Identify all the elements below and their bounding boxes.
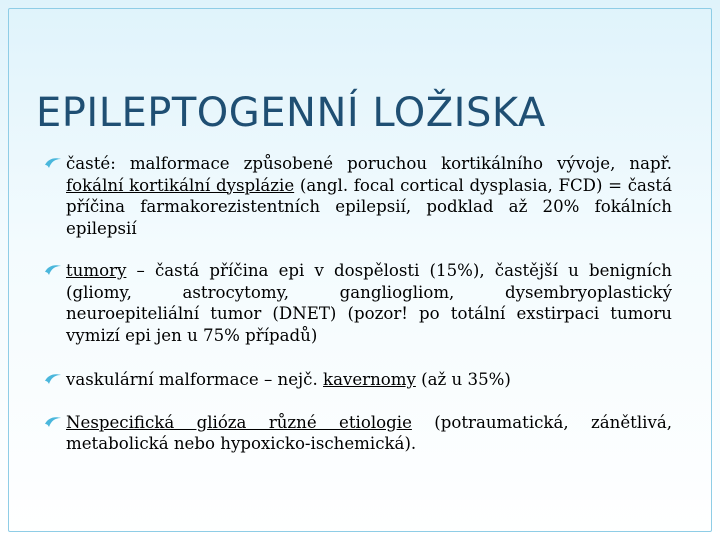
swoosh-bullet-icon bbox=[44, 153, 62, 170]
bullet-text: – častá příčina epi v dospělosti (15%), častější u benigních (gliomy, astrocytomy, gangliogliom, dysembryoplastický neuroepiteliální tumor (DNET) (pozor! po totální exstirpaci tumoru vymizí epi jen u 75% případů) bbox=[66, 261, 672, 345]
bullet-text: časté: malformace způsobené poruchou kortikálního vývoje, např. bbox=[66, 154, 672, 173]
bullet-vascular bbox=[44, 369, 672, 391]
underlined-term: Nespecifická glióza různé etiologie bbox=[66, 412, 412, 432]
bullet-text: (potraumatická, zánětlivá, metabolická nebo hypoxicko-ischemická). bbox=[66, 412, 672, 453]
swoosh-bullet-icon bbox=[44, 412, 62, 429]
underlined-term: kavernomy bbox=[323, 370, 416, 389]
bullet-gliosis bbox=[44, 412, 672, 455]
bullet-malformations bbox=[44, 153, 672, 239]
bullet-text: (až u 35%) bbox=[415, 370, 511, 389]
underlined-term: tumory bbox=[66, 261, 127, 280]
bullet-text: vaskulární malformace – nejč. bbox=[66, 370, 324, 389]
swoosh-bullet-icon bbox=[44, 369, 62, 386]
bullet-tumors bbox=[44, 260, 672, 346]
underlined-term: fokální kortikální dysplázie bbox=[66, 175, 295, 195]
slide-title: EPILEPTOGENNÍ LOŽISKA bbox=[36, 90, 546, 136]
swoosh-bullet-icon bbox=[44, 260, 62, 277]
bullet-list bbox=[44, 153, 672, 455]
bullet-text: (angl. focal cortical dysplasia, FCD) = častá příčina farmakorezistentních epilepsií, podklad až 20% fokálních epilepsií bbox=[66, 175, 672, 238]
